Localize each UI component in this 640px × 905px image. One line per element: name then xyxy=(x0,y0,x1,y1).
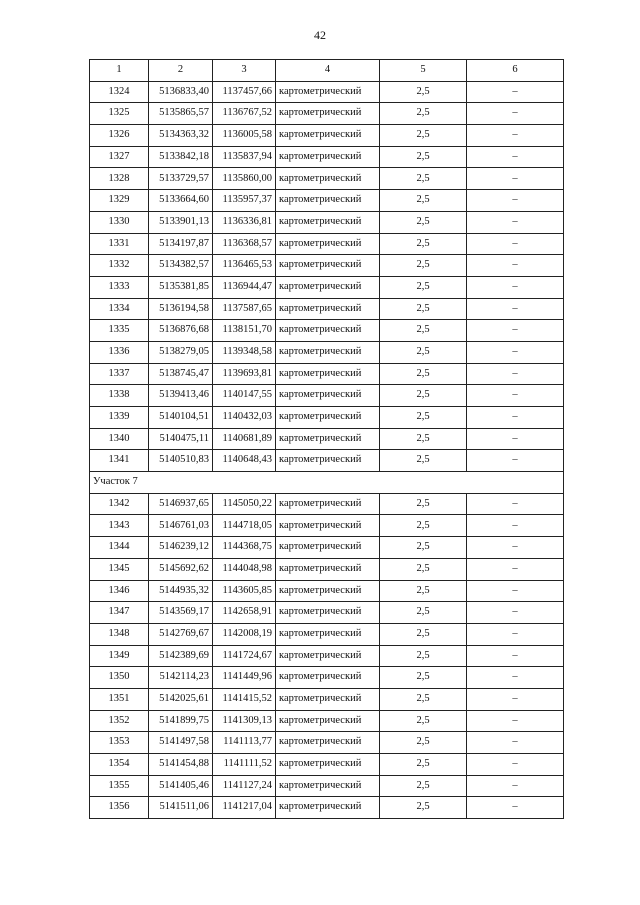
x-coordinate-cell: 5133664,60 xyxy=(149,190,213,212)
x-coordinate-cell: 5142769,67 xyxy=(149,623,213,645)
method-cell: картометрический xyxy=(276,363,380,385)
table-row xyxy=(90,211,564,233)
accuracy-cell: 2,5 xyxy=(380,168,467,190)
y-coordinate-cell: 1136767,52 xyxy=(213,103,276,125)
table-row xyxy=(90,515,564,537)
accuracy-cell: 2,5 xyxy=(380,450,467,472)
table-row xyxy=(90,103,564,125)
note-cell: – xyxy=(467,363,564,385)
y-coordinate-cell: 1141449,96 xyxy=(213,667,276,689)
point-number-cell: 1326 xyxy=(90,125,149,147)
x-coordinate-cell: 5146937,65 xyxy=(149,493,213,515)
note-cell: – xyxy=(467,146,564,168)
accuracy-cell: 2,5 xyxy=(380,407,467,429)
point-number-cell: 1351 xyxy=(90,688,149,710)
accuracy-cell: 2,5 xyxy=(380,537,467,559)
point-number-cell: 1347 xyxy=(90,602,149,624)
y-coordinate-cell: 1142658,91 xyxy=(213,602,276,624)
accuracy-cell: 2,5 xyxy=(380,190,467,212)
table-row xyxy=(90,580,564,602)
table-row xyxy=(90,428,564,450)
x-coordinate-cell: 5138745,47 xyxy=(149,363,213,385)
note-cell: – xyxy=(467,211,564,233)
point-number-cell: 1324 xyxy=(90,81,149,103)
x-coordinate-cell: 5141497,58 xyxy=(149,732,213,754)
point-number-cell: 1339 xyxy=(90,407,149,429)
x-coordinate-cell: 5140510,83 xyxy=(149,450,213,472)
table-row xyxy=(90,190,564,212)
table-row xyxy=(90,81,564,103)
table-row xyxy=(90,602,564,624)
y-coordinate-cell: 1141217,04 xyxy=(213,797,276,819)
method-cell: картометрический xyxy=(276,602,380,624)
table-row xyxy=(90,667,564,689)
x-coordinate-cell: 5134363,32 xyxy=(149,125,213,147)
note-cell: – xyxy=(467,515,564,537)
x-coordinate-cell: 5139413,46 xyxy=(149,385,213,407)
method-cell: картометрический xyxy=(276,341,380,363)
coordinates-table-body xyxy=(90,60,564,819)
y-coordinate-cell: 1143605,85 xyxy=(213,580,276,602)
point-number-cell: 1352 xyxy=(90,710,149,732)
accuracy-cell: 2,5 xyxy=(380,558,467,580)
point-number-cell: 1332 xyxy=(90,255,149,277)
x-coordinate-cell: 5134197,87 xyxy=(149,233,213,255)
accuracy-cell: 2,5 xyxy=(380,688,467,710)
table-row xyxy=(90,797,564,819)
point-number-cell: 1329 xyxy=(90,190,149,212)
method-cell: картометрический xyxy=(276,558,380,580)
page-number: 42 xyxy=(314,28,326,42)
point-number-cell: 1336 xyxy=(90,341,149,363)
table-row xyxy=(90,276,564,298)
y-coordinate-cell: 1136944,47 xyxy=(213,276,276,298)
method-cell: картометрический xyxy=(276,298,380,320)
point-number-cell: 1342 xyxy=(90,493,149,515)
note-cell: – xyxy=(467,732,564,754)
method-cell: картометрический xyxy=(276,623,380,645)
note-cell: – xyxy=(467,493,564,515)
accuracy-cell: 2,5 xyxy=(380,732,467,754)
x-coordinate-cell: 5142114,23 xyxy=(149,667,213,689)
point-number-cell: 1337 xyxy=(90,363,149,385)
x-coordinate-cell: 5136833,40 xyxy=(149,81,213,103)
accuracy-cell: 2,5 xyxy=(380,428,467,450)
note-cell: – xyxy=(467,255,564,277)
note-cell: – xyxy=(467,407,564,429)
method-cell: картометрический xyxy=(276,320,380,342)
note-cell: – xyxy=(467,623,564,645)
x-coordinate-cell: 5141454,88 xyxy=(149,754,213,776)
method-cell: картометрический xyxy=(276,450,380,472)
y-coordinate-cell: 1136465,53 xyxy=(213,255,276,277)
note-cell: – xyxy=(467,298,564,320)
table-row xyxy=(90,775,564,797)
x-coordinate-cell: 5140475,11 xyxy=(149,428,213,450)
y-coordinate-cell: 1141415,52 xyxy=(213,688,276,710)
point-number-cell: 1354 xyxy=(90,754,149,776)
x-coordinate-cell: 5135865,57 xyxy=(149,103,213,125)
header-col-2: 2 xyxy=(149,60,213,82)
point-number-cell: 1334 xyxy=(90,298,149,320)
table-row xyxy=(90,255,564,277)
note-cell: – xyxy=(467,125,564,147)
x-coordinate-cell: 5141511,06 xyxy=(149,797,213,819)
method-cell: картометрический xyxy=(276,168,380,190)
method-cell: картометрический xyxy=(276,255,380,277)
point-number-cell: 1343 xyxy=(90,515,149,537)
accuracy-cell: 2,5 xyxy=(380,623,467,645)
note-cell: – xyxy=(467,775,564,797)
point-number-cell: 1340 xyxy=(90,428,149,450)
accuracy-cell: 2,5 xyxy=(380,754,467,776)
x-coordinate-cell: 5136876,68 xyxy=(149,320,213,342)
accuracy-cell: 2,5 xyxy=(380,341,467,363)
y-coordinate-cell: 1136336,81 xyxy=(213,211,276,233)
point-number-cell: 1348 xyxy=(90,623,149,645)
method-cell: картометрический xyxy=(276,732,380,754)
x-coordinate-cell: 5141405,46 xyxy=(149,775,213,797)
note-cell: – xyxy=(467,645,564,667)
note-cell: – xyxy=(467,602,564,624)
accuracy-cell: 2,5 xyxy=(380,710,467,732)
x-coordinate-cell: 5133901,13 xyxy=(149,211,213,233)
method-cell: картометрический xyxy=(276,146,380,168)
note-cell: – xyxy=(467,276,564,298)
accuracy-cell: 2,5 xyxy=(380,385,467,407)
section-row xyxy=(90,472,564,494)
method-cell: картометрический xyxy=(276,276,380,298)
header-col-5: 5 xyxy=(380,60,467,82)
y-coordinate-cell: 1144368,75 xyxy=(213,537,276,559)
y-coordinate-cell: 1140648,43 xyxy=(213,450,276,472)
note-cell: – xyxy=(467,233,564,255)
accuracy-cell: 2,5 xyxy=(380,363,467,385)
x-coordinate-cell: 5136194,58 xyxy=(149,298,213,320)
note-cell: – xyxy=(467,754,564,776)
note-cell: – xyxy=(467,688,564,710)
y-coordinate-cell: 1144718,05 xyxy=(213,515,276,537)
table-row xyxy=(90,385,564,407)
y-coordinate-cell: 1136005,58 xyxy=(213,125,276,147)
table-row xyxy=(90,623,564,645)
accuracy-cell: 2,5 xyxy=(380,580,467,602)
table-row xyxy=(90,537,564,559)
table-row xyxy=(90,688,564,710)
note-cell: – xyxy=(467,537,564,559)
point-number-cell: 1344 xyxy=(90,537,149,559)
y-coordinate-cell: 1135860,00 xyxy=(213,168,276,190)
table-row xyxy=(90,168,564,190)
y-coordinate-cell: 1141111,52 xyxy=(213,754,276,776)
method-cell: картометрический xyxy=(276,754,380,776)
x-coordinate-cell: 5134382,57 xyxy=(149,255,213,277)
method-cell: картометрический xyxy=(276,775,380,797)
x-coordinate-cell: 5145692,62 xyxy=(149,558,213,580)
y-coordinate-cell: 1137587,65 xyxy=(213,298,276,320)
accuracy-cell: 2,5 xyxy=(380,775,467,797)
header-col-3: 3 xyxy=(213,60,276,82)
point-number-cell: 1349 xyxy=(90,645,149,667)
table-row xyxy=(90,754,564,776)
table-row xyxy=(90,493,564,515)
point-number-cell: 1356 xyxy=(90,797,149,819)
y-coordinate-cell: 1137457,66 xyxy=(213,81,276,103)
y-coordinate-cell: 1138151,70 xyxy=(213,320,276,342)
accuracy-cell: 2,5 xyxy=(380,81,467,103)
y-coordinate-cell: 1141309,13 xyxy=(213,710,276,732)
y-coordinate-cell: 1145050,22 xyxy=(213,493,276,515)
table-row xyxy=(90,363,564,385)
x-coordinate-cell: 5138279,05 xyxy=(149,341,213,363)
y-coordinate-cell: 1135837,94 xyxy=(213,146,276,168)
note-cell: – xyxy=(467,168,564,190)
point-number-cell: 1335 xyxy=(90,320,149,342)
method-cell: картометрический xyxy=(276,103,380,125)
method-cell: картометрический xyxy=(276,515,380,537)
accuracy-cell: 2,5 xyxy=(380,255,467,277)
method-cell: картометрический xyxy=(276,710,380,732)
point-number-cell: 1328 xyxy=(90,168,149,190)
x-coordinate-cell: 5133729,57 xyxy=(149,168,213,190)
coordinates-table xyxy=(89,59,564,819)
header-col-6: 6 xyxy=(467,60,564,82)
method-cell: картометрический xyxy=(276,428,380,450)
section-label: Участок 7 xyxy=(90,472,564,494)
method-cell: картометрический xyxy=(276,580,380,602)
point-number-cell: 1355 xyxy=(90,775,149,797)
table-row xyxy=(90,320,564,342)
note-cell: – xyxy=(467,667,564,689)
note-cell: – xyxy=(467,341,564,363)
x-coordinate-cell: 5133842,18 xyxy=(149,146,213,168)
method-cell: картометрический xyxy=(276,125,380,147)
note-cell: – xyxy=(467,190,564,212)
accuracy-cell: 2,5 xyxy=(380,602,467,624)
method-cell: картометрический xyxy=(276,233,380,255)
point-number-cell: 1345 xyxy=(90,558,149,580)
y-coordinate-cell: 1139693,81 xyxy=(213,363,276,385)
x-coordinate-cell: 5142389,69 xyxy=(149,645,213,667)
header-col-1: 1 xyxy=(90,60,149,82)
x-coordinate-cell: 5146239,12 xyxy=(149,537,213,559)
table-row xyxy=(90,233,564,255)
point-number-cell: 1341 xyxy=(90,450,149,472)
note-cell: – xyxy=(467,428,564,450)
table-row xyxy=(90,645,564,667)
note-cell: – xyxy=(467,558,564,580)
note-cell: – xyxy=(467,320,564,342)
accuracy-cell: 2,5 xyxy=(380,103,467,125)
method-cell: картометрический xyxy=(276,407,380,429)
accuracy-cell: 2,5 xyxy=(380,493,467,515)
accuracy-cell: 2,5 xyxy=(380,146,467,168)
accuracy-cell: 2,5 xyxy=(380,645,467,667)
x-coordinate-cell: 5140104,51 xyxy=(149,407,213,429)
accuracy-cell: 2,5 xyxy=(380,276,467,298)
point-number-cell: 1331 xyxy=(90,233,149,255)
method-cell: картометрический xyxy=(276,667,380,689)
note-cell: – xyxy=(467,103,564,125)
table-row xyxy=(90,407,564,429)
method-cell: картометрический xyxy=(276,81,380,103)
y-coordinate-cell: 1144048,98 xyxy=(213,558,276,580)
accuracy-cell: 2,5 xyxy=(380,797,467,819)
accuracy-cell: 2,5 xyxy=(380,233,467,255)
x-coordinate-cell: 5141899,75 xyxy=(149,710,213,732)
method-cell: картометрический xyxy=(276,493,380,515)
y-coordinate-cell: 1140432,03 xyxy=(213,407,276,429)
table-row xyxy=(90,341,564,363)
x-coordinate-cell: 5143569,17 xyxy=(149,602,213,624)
note-cell: – xyxy=(467,797,564,819)
header-col-4: 4 xyxy=(276,60,380,82)
method-cell: картометрический xyxy=(276,211,380,233)
table-header-row xyxy=(90,60,564,82)
accuracy-cell: 2,5 xyxy=(380,211,467,233)
point-number-cell: 1325 xyxy=(90,103,149,125)
y-coordinate-cell: 1141113,77 xyxy=(213,732,276,754)
point-number-cell: 1338 xyxy=(90,385,149,407)
table-row xyxy=(90,710,564,732)
point-number-cell: 1330 xyxy=(90,211,149,233)
x-coordinate-cell: 5146761,03 xyxy=(149,515,213,537)
point-number-cell: 1350 xyxy=(90,667,149,689)
accuracy-cell: 2,5 xyxy=(380,298,467,320)
accuracy-cell: 2,5 xyxy=(380,125,467,147)
note-cell: – xyxy=(467,580,564,602)
y-coordinate-cell: 1140147,55 xyxy=(213,385,276,407)
accuracy-cell: 2,5 xyxy=(380,515,467,537)
method-cell: картометрический xyxy=(276,688,380,710)
accuracy-cell: 2,5 xyxy=(380,667,467,689)
y-coordinate-cell: 1142008,19 xyxy=(213,623,276,645)
y-coordinate-cell: 1140681,89 xyxy=(213,428,276,450)
table-row xyxy=(90,125,564,147)
y-coordinate-cell: 1139348,58 xyxy=(213,341,276,363)
table-row xyxy=(90,298,564,320)
method-cell: картометрический xyxy=(276,797,380,819)
point-number-cell: 1333 xyxy=(90,276,149,298)
method-cell: картометрический xyxy=(276,645,380,667)
note-cell: – xyxy=(467,385,564,407)
method-cell: картометрический xyxy=(276,537,380,559)
note-cell: – xyxy=(467,81,564,103)
point-number-cell: 1353 xyxy=(90,732,149,754)
y-coordinate-cell: 1135957,37 xyxy=(213,190,276,212)
method-cell: картометрический xyxy=(276,190,380,212)
point-number-cell: 1346 xyxy=(90,580,149,602)
table-row xyxy=(90,732,564,754)
method-cell: картометрический xyxy=(276,385,380,407)
table-row xyxy=(90,450,564,472)
x-coordinate-cell: 5135381,85 xyxy=(149,276,213,298)
x-coordinate-cell: 5144935,32 xyxy=(149,580,213,602)
y-coordinate-cell: 1136368,57 xyxy=(213,233,276,255)
note-cell: – xyxy=(467,450,564,472)
note-cell: – xyxy=(467,710,564,732)
x-coordinate-cell: 5142025,61 xyxy=(149,688,213,710)
point-number-cell: 1327 xyxy=(90,146,149,168)
table-row xyxy=(90,558,564,580)
y-coordinate-cell: 1141127,24 xyxy=(213,775,276,797)
table-row xyxy=(90,146,564,168)
accuracy-cell: 2,5 xyxy=(380,320,467,342)
y-coordinate-cell: 1141724,67 xyxy=(213,645,276,667)
